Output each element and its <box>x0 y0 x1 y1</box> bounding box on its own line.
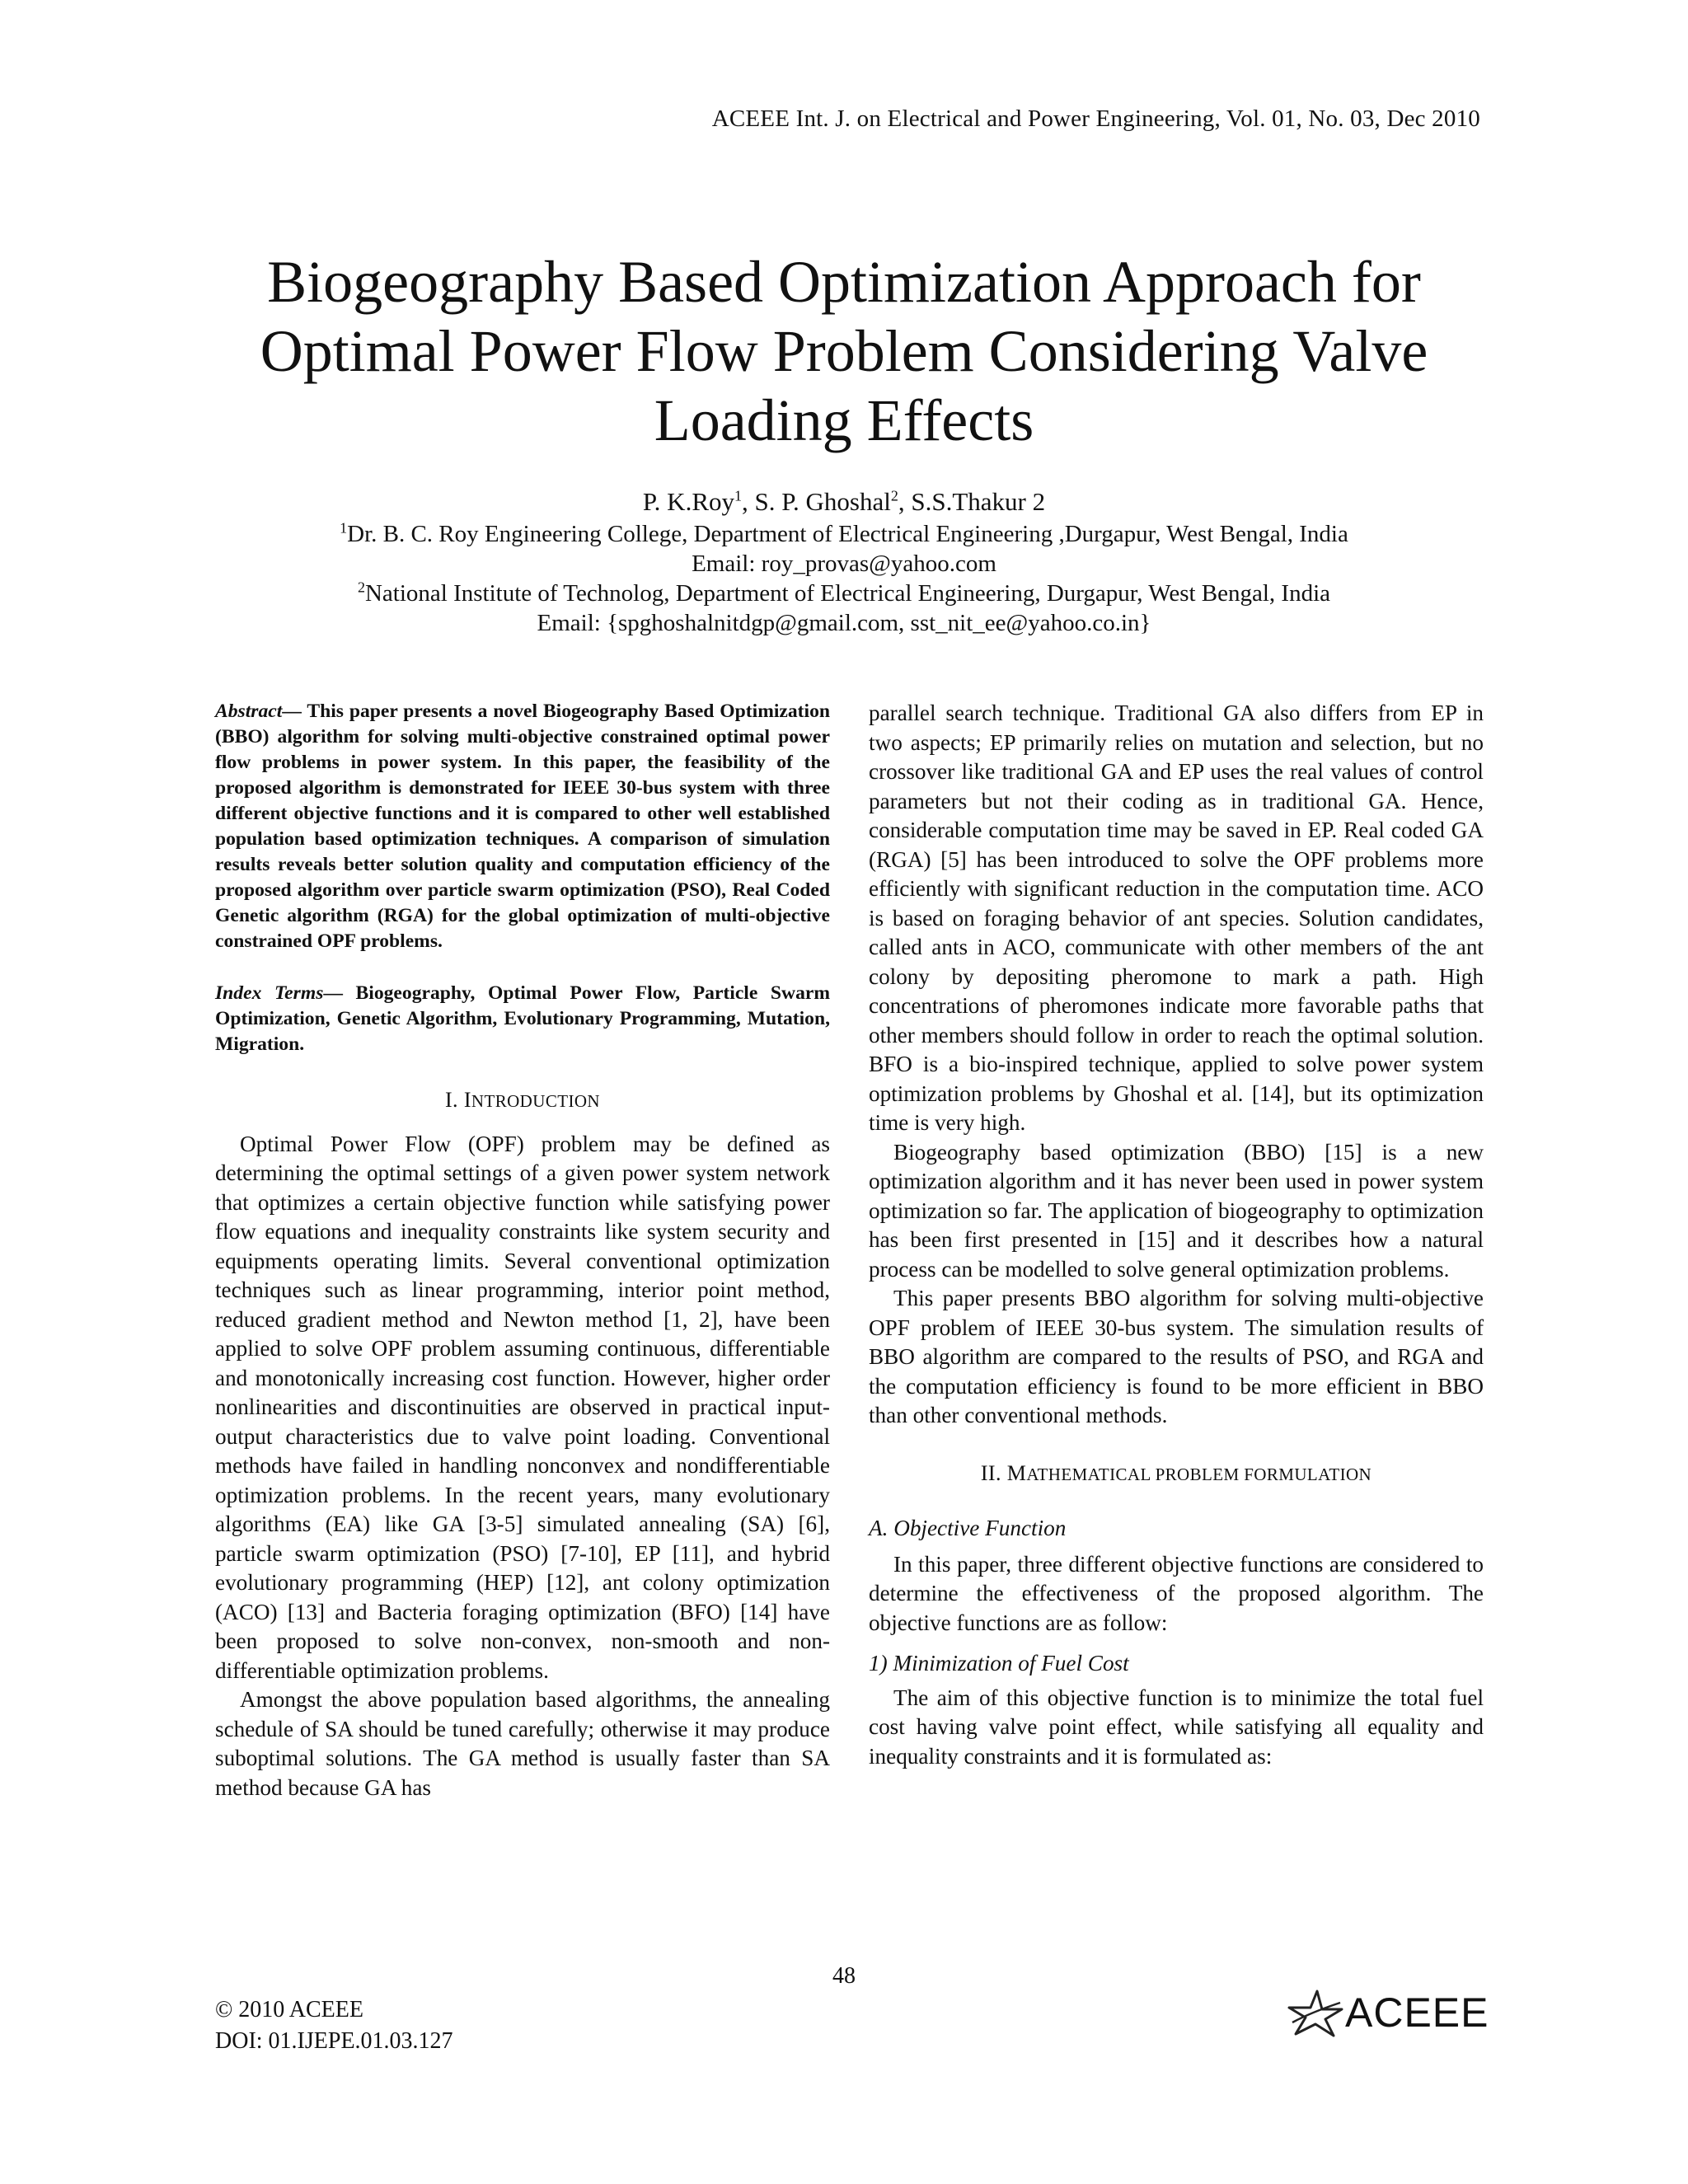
right-column <box>869 699 1484 1771</box>
section-heading-formulation <box>869 1459 1484 1490</box>
author-sup: 1 <box>734 487 742 504</box>
page-number: 48 <box>832 1963 856 1989</box>
section-number: II. <box>980 1460 1007 1485</box>
aceee-logo <box>1286 1988 1489 2037</box>
email-text: Email: roy_provas@yahoo.com <box>692 551 996 577</box>
section-heading-introduction <box>215 1085 830 1117</box>
affiliation-sup: 2 <box>357 579 365 596</box>
affiliation-text: Dr. B. C. Roy Engineering College, Department of Electrical Engineering ,Durgapur, West Bengal, India <box>347 521 1348 547</box>
doi: DOI: 01.IJEPE.01.03.127 <box>215 2028 453 2054</box>
paragraph: Amongst the above population based algorithms, the annealing schedule of SA should be tuned carefully; otherwise it may produce suboptimal solutions. The GA method is usually faster than SA method because GA has <box>215 1687 830 1800</box>
author-name: , S. P. Ghoshal <box>742 487 891 516</box>
abstract-text: — This paper presents a novel Biogeography Based Optimization (BBO) algorithm for solving multi-objective constrained optimal power flow problems in power system. In this paper, the feasibility of the proposed algorithm is demonstrated for IEEE 30-bus system with three different objective functions and it is compared to other well established population based optimization techniques. A comparison of simulation results reveals better solution quality and computation efficiency of the proposed algorithm over particle swarm optimization (PSO), Real Coded Genetic algorithm (RGA) for the global optimization of multi-objective constrained OPF problems. <box>215 701 830 952</box>
paragraph: parallel search technique. Traditional GA also differs from EP in two aspects; EP primarily relies on mutation and selection, but no crossover like traditional GA and EP uses the real values of control parameters but not their coding as in traditional GA. Hence, considerable computation time may be saved in EP. Real coded GA (RGA) [5] has been introduced to solve the OPF problems more efficiently with significant reduction in the computation time. ACO is based on foraging behavior of ant species. Solution candidates, called ants in ACO, communicate with other members of the ant colony by depositing pheromone to mark a path. High concentrations of pheromones indicate more favorable paths that other members should follow in order to reach the optimal solution. BFO is a bio-inspired technique, applied to solve power system optimization problems by Ghoshal et al. [14], but its optimization time is very high. <box>869 701 1484 1135</box>
author-name: , S.S.Thakur 2 <box>898 487 1046 516</box>
left-column <box>215 699 830 1802</box>
affiliation-sup: 1 <box>340 519 348 537</box>
logo-text: ACEEE <box>1345 1990 1489 2036</box>
paragraph: Biogeography based optimization (BBO) [15] is a new optimization algorithm and it has never been used in power system optimization so far. The application of biogeography to optimization has been first presented in [15] and it describes how a natural process can be modelled to solve general optimization problems. <box>869 1139 1484 1282</box>
affiliation <box>165 579 1523 608</box>
author-sup: 2 <box>890 487 898 504</box>
section-rest: NTRODUCTION <box>471 1091 600 1111</box>
paragraph: The aim of this objective function is to minimize the total fuel cost having valve point effect, while satisfying all equality and inequality constraints and it is formulated as: <box>869 1685 1484 1769</box>
title-line: Biogeography Based Optimization Approach for <box>267 249 1421 315</box>
journal-header: ACEEE Int. J. on Electrical and Power Engineering, Vol. 01, No. 03, Dec 2010 <box>711 105 1480 132</box>
section-rest: ATHEMATICAL PROBLEM FORMULATION <box>1026 1464 1372 1484</box>
footer-info <box>215 1994 453 2057</box>
paragraph: This paper presents BBO algorithm for solving multi-objective OPF problem of IEEE 30-bus system. The simulation results of BBO algorithm are compared to the results of PSO, and RGA and the computation efficiency is found to be more efficient in BBO than other conventional methods. <box>869 1286 1484 1427</box>
section-initial: I <box>463 1088 471 1112</box>
affiliation-text: National Institute of Technolog, Department of Electrical Engineering, Durgapur, West Bengal, India <box>364 580 1331 607</box>
copyright: © 2010 ACEEE <box>215 1997 363 2022</box>
index-terms <box>215 981 830 1057</box>
subsubsection-heading: 1) Minimization of Fuel Cost <box>869 1651 1129 1675</box>
paper-title <box>165 247 1523 455</box>
index-terms-text: — Biogeography, Optimal Power Flow, Particle Swarm Optimization, Genetic Algorithm, Evolutionary Programming, Mutation, Migration. <box>215 982 830 1055</box>
subsection-heading: A. Objective Function <box>869 1516 1067 1540</box>
affiliation-email <box>165 608 1523 638</box>
paragraph: In this paper, three different objective functions are considered to determine the effectiveness of the proposed algorithm. The objective functions are as follow: <box>869 1551 1484 1635</box>
abstract-lead: Abstract <box>215 701 283 722</box>
title-line: Optimal Power Flow Problem Considering Valve <box>260 318 1428 384</box>
index-terms-lead: Index Terms <box>215 982 324 1004</box>
paragraph: Optimal Power Flow (OPF) problem may be defined as determining the optimal settings of a given power system network that optimizes a certain objective function while satisfying power flow equations and inequality constraints like system security and equipments operating limits. Several conventional optimization techniques such as linear programming, interior point method, reduced gradient method and Newton method [1, 2], have been applied to solve OPF problem assuming continuous, differentiable and monotonically increasing cost function. However, higher order nonlinearities and discontinuities are observed in practical input-output characteristics due to valve point loading. Conventional methods have failed in handling nonconvex and nondifferentiable optimization problems. In the recent years, many evolutionary algorithms (EA) like GA [3-5] simulated annealing (SA) [6], particle swarm optimization (PSO) [7-10], EP [11], and hybrid evolutionary programming (HEP) [12], ant colony optimization (ACO) [13] and Bacteria foraging optimization (BFO) [14] have been proposed to solve non-convex, non-smooth and non-differentiable optimization problems. <box>215 1131 830 1683</box>
abstract <box>215 699 830 954</box>
author-list <box>165 485 1523 519</box>
email-text: Email: {spghoshalnitdgp@gmail.com, sst_nit_ee@yahoo.co.in} <box>537 610 1151 636</box>
star-logo-icon <box>1286 1988 1345 2037</box>
affiliation <box>165 519 1523 549</box>
title-line: Loading Effects <box>654 387 1034 453</box>
affiliation-email <box>165 549 1523 579</box>
author-name: P. K.Roy <box>642 487 734 516</box>
section-number: I. <box>445 1088 464 1112</box>
authors-block <box>165 485 1523 638</box>
section-initial: M <box>1006 1460 1027 1485</box>
